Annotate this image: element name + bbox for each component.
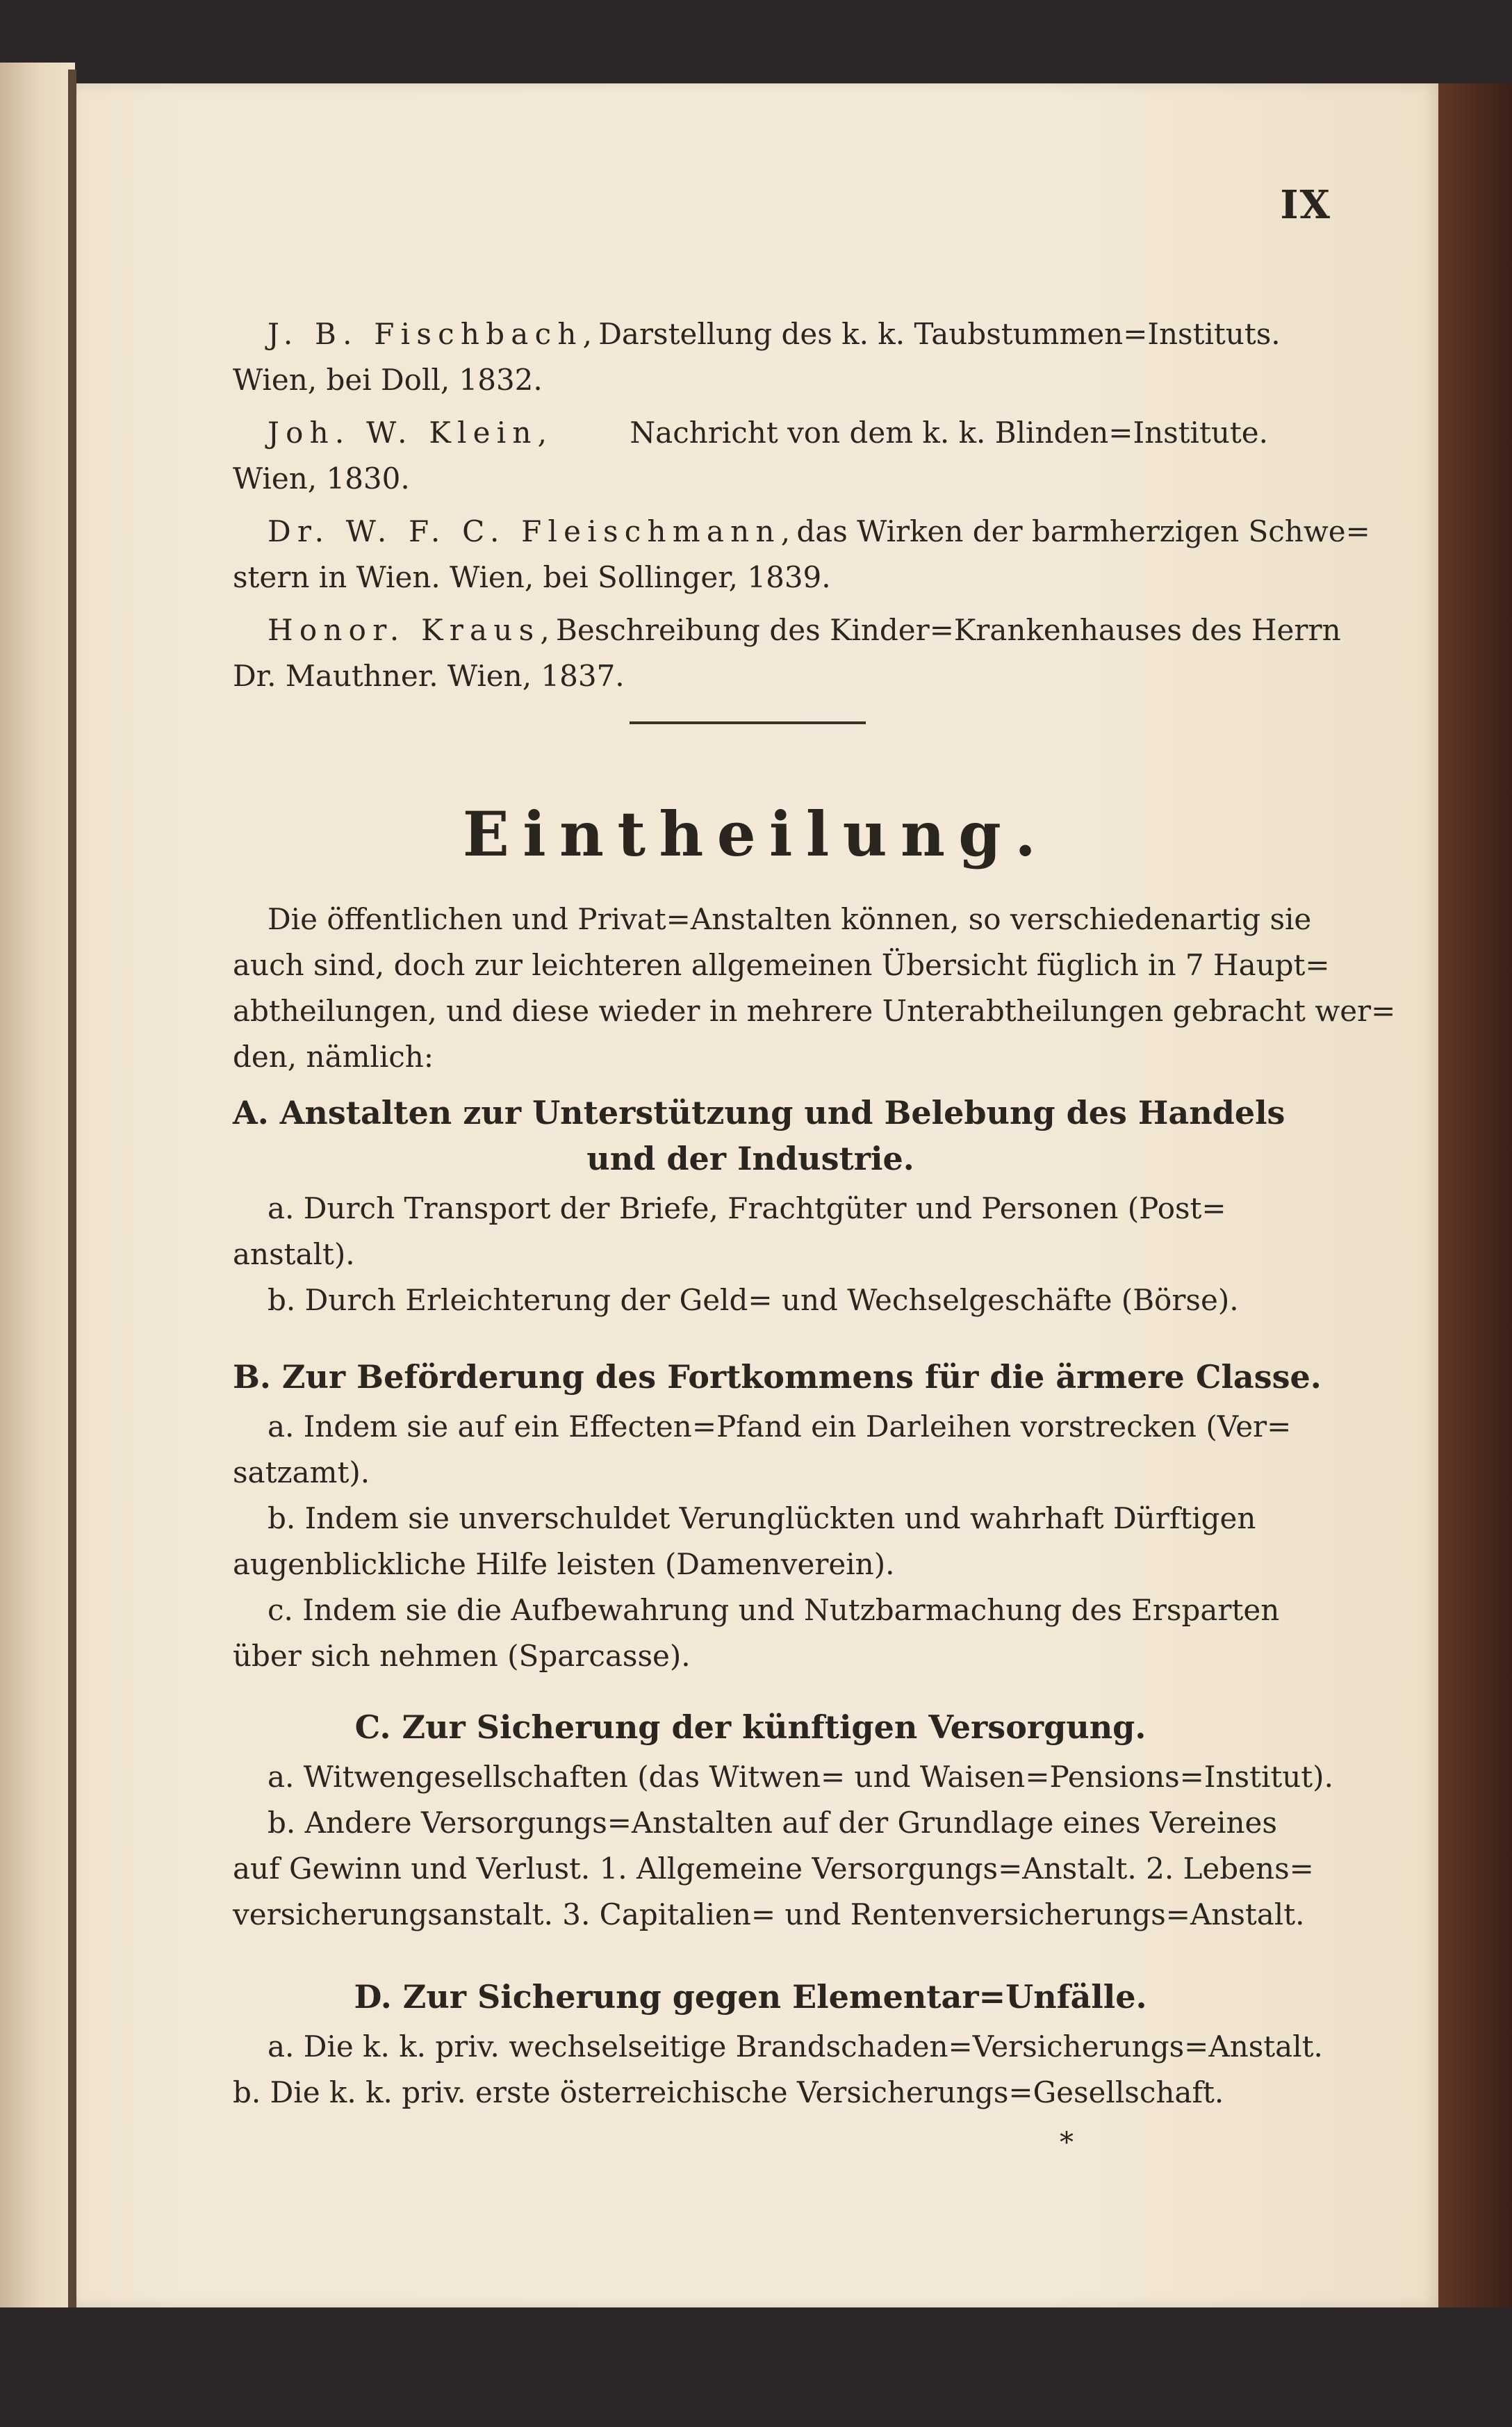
- section-divider: [630, 721, 866, 724]
- reference-text: das Wirken der barmherzigen Schwe=: [796, 514, 1370, 548]
- heading-line: B. Zur Beförderung des Fortkommens für die ärmere Classe.: [233, 1358, 1322, 1396]
- list-item: [233, 1404, 1292, 1450]
- reference-author: Joh. W. Klein,: [268, 416, 554, 450]
- reference-text: Dr. Mauthner. Wien, 1837.: [233, 659, 625, 693]
- list-item: [233, 1277, 1268, 1323]
- text-line: [233, 988, 1396, 1034]
- reference-text: Wien, bei Doll, 1832.: [233, 363, 543, 397]
- item-line: über sich nehmen (Sparcasse).: [233, 1639, 691, 1673]
- section-heading: [233, 1974, 1268, 2020]
- reference-line: [233, 607, 1341, 653]
- reference-text: Wien, 1830.: [233, 461, 410, 496]
- item-line: b. Durch Erleichterung der Geld= und Wechselgeschäfte (Börse).: [268, 1283, 1239, 1317]
- section-heading: [233, 1136, 1268, 1182]
- reference-text: Nachricht von dem k. k. Blinden=Institute.: [630, 416, 1268, 450]
- section-heading: [233, 1354, 1322, 1400]
- item-line: a. Indem sie auf ein Effecten=Pfand ein Darleihen vorstrecken (Ver=: [268, 1409, 1292, 1444]
- item-line: versicherungsanstalt. 3. Capitalien= und Rentenversicherungs=Anstalt.: [233, 1897, 1305, 1931]
- section-a: [233, 1090, 1285, 1323]
- item-line: satzamt).: [233, 1455, 370, 1489]
- intro-line: den, nämlich:: [233, 1040, 434, 1074]
- text-line: [233, 1034, 1268, 1080]
- reference-author: Honor. Kraus,: [268, 613, 556, 647]
- text-line: [233, 897, 1312, 942]
- list-item: [233, 1800, 1277, 1846]
- list-item: [233, 1587, 1280, 1633]
- page-number: IX: [1280, 182, 1331, 228]
- section-d: [233, 1974, 1323, 2116]
- heading-line: und der Industrie.: [586, 1140, 914, 1177]
- item-line: b. Die k. k. priv. erste österreichische Versicherungs=Gesellschaft.: [233, 2075, 1224, 2109]
- item-line: c. Indem sie die Aufbewahrung und Nutzbarmachung des Ersparten: [268, 1593, 1280, 1627]
- list-item: [233, 1232, 1268, 1277]
- intro-line: abtheilungen, und diese wieder in mehrere Unterabtheilungen gebracht wer=: [233, 994, 1396, 1028]
- list-item: [233, 1846, 1314, 1892]
- reference-line: [233, 357, 1268, 403]
- item-line: a. Die k. k. priv. wechselseitige Brandschaden=Versicherungs=Anstalt.: [268, 2029, 1323, 2064]
- reference-text: Beschreibung des Kinder=Krankenhauses des Herrn: [555, 613, 1341, 647]
- reference-line: [233, 653, 1268, 699]
- list-item: [233, 2070, 1268, 2116]
- list-item: [233, 1633, 1268, 1679]
- list-item: [233, 1496, 1268, 1542]
- reference-line: [233, 555, 1268, 600]
- item-line: auf Gewinn und Verlust. 1. Allgemeine Versorgungs=Anstalt. 2. Lebens=: [233, 1852, 1314, 1886]
- reference-text: Darstellung des k. k. Taubstummen=Instituts.: [598, 317, 1281, 351]
- reference-author: Dr. W. F. C. Fleischmann,: [268, 514, 797, 548]
- page-title: Eintheilung.: [462, 798, 1050, 870]
- intro-line: auch sind, doch zur leichteren allgemeinen Übersicht füglich in 7 Haupt=: [233, 948, 1330, 982]
- reference-line: [233, 311, 1281, 357]
- reference-text: stern in Wien. Wien, bei Sollinger, 1839.: [233, 560, 831, 594]
- footnote-mark: *: [1060, 2127, 1074, 2159]
- heading-line: D. Zur Sicherung gegen Elementar=Unfälle.: [354, 1978, 1147, 2016]
- list-item: [233, 1542, 1268, 1587]
- text-line: [233, 942, 1330, 988]
- reference-author: J. B. Fischbach,: [268, 317, 599, 351]
- reference-line: [233, 509, 1370, 555]
- reference-line: [233, 410, 1268, 456]
- section-b: [233, 1354, 1322, 1679]
- intro-line: Die öffentlichen und Privat=Anstalten können, so verschiedenartig sie: [268, 902, 1312, 936]
- heading-line: A. Anstalten zur Unterstützung und Belebung des Handels: [233, 1094, 1285, 1131]
- item-line: anstalt).: [233, 1237, 355, 1271]
- intro-paragraph: [233, 897, 1396, 1080]
- item-line: b. Andere Versorgungs=Anstalten auf der Grundlage eines Vereines: [268, 1806, 1277, 1840]
- section-c: [233, 1704, 1333, 1938]
- item-line: a. Witwengesellschaften (das Witwen= und Waisen=Pensions=Institut).: [268, 1760, 1333, 1794]
- section-heading: [233, 1704, 1268, 1750]
- list-item: [233, 2024, 1323, 2070]
- item-line: augenblickliche Hilfe leisten (Damenverein).: [233, 1547, 895, 1581]
- list-item: [233, 1892, 1305, 1938]
- book-gutter: [68, 70, 76, 2307]
- facing-page-edge: [0, 63, 75, 2307]
- list-item: [233, 1450, 1268, 1496]
- item-line: a. Durch Transport der Briefe, Frachtgüter und Personen (Post=: [268, 1191, 1226, 1225]
- reference-line: [233, 456, 1268, 502]
- reference-list: [233, 311, 1370, 699]
- item-line: b. Indem sie unverschuldet Verunglückten und wahrhaft Dürftigen: [268, 1501, 1256, 1535]
- list-item: [233, 1754, 1333, 1800]
- heading-line: C. Zur Sicherung der künftigen Versorgung.: [354, 1708, 1147, 1746]
- list-item: [233, 1186, 1268, 1232]
- section-heading: [233, 1090, 1285, 1136]
